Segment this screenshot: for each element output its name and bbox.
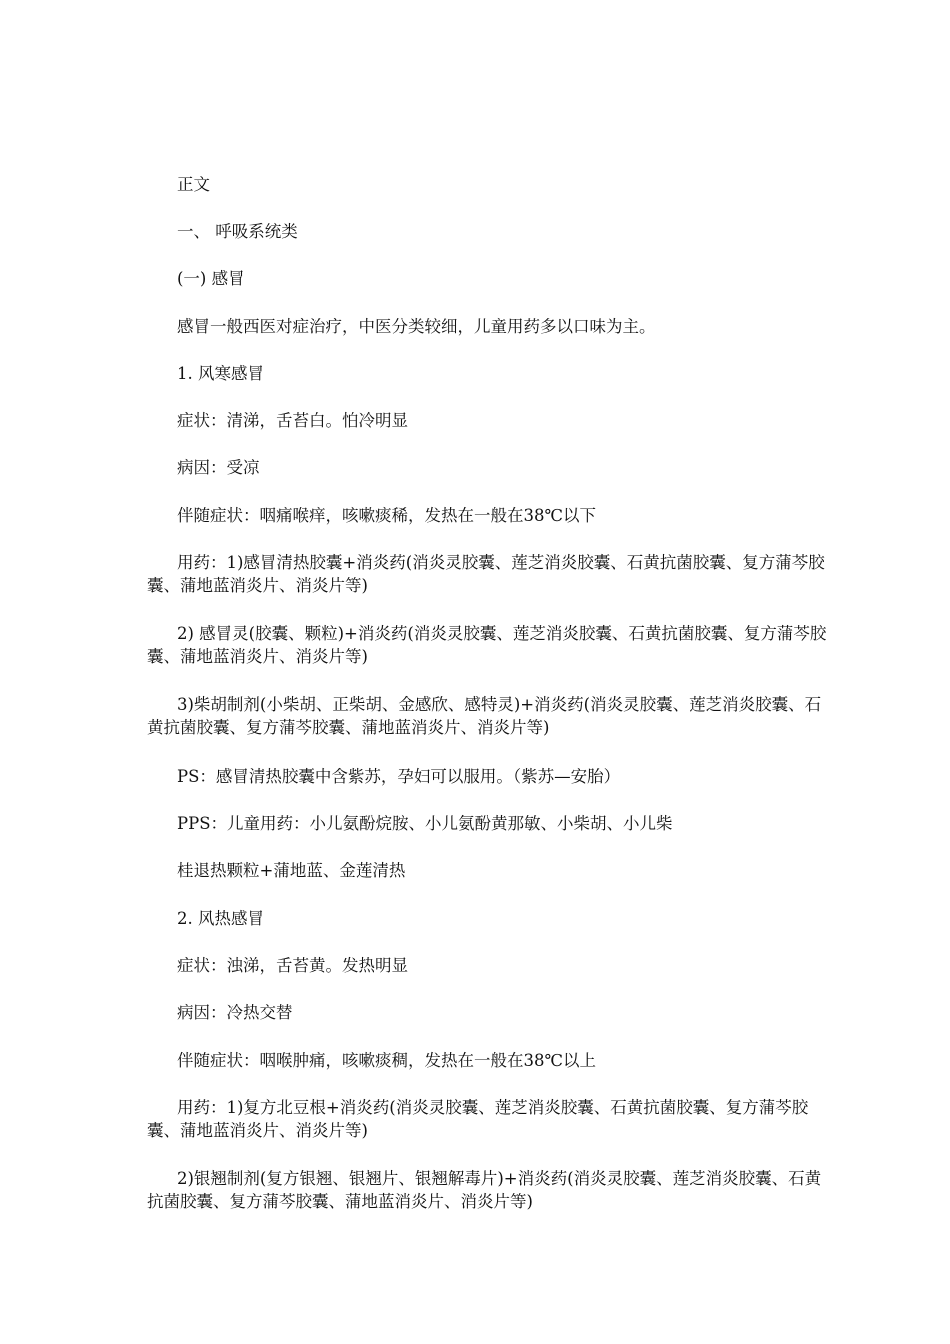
medication-paragraph: 2) 感冒灵(胶囊、颗粒)+消炎药(消炎灵胶囊、莲芝消炎胶囊、石黄抗菌胶囊、复方蒲芩胶囊、蒲地蓝消炎片、消炎片等): [147, 624, 827, 666]
note-paragraph: PPS：儿童用药：小儿氨酚烷胺、小儿氨酚黄那敏、小柴胡、小儿柴: [177, 814, 673, 833]
item-heading: 1. 风寒感冒: [177, 364, 264, 383]
accompanying-symptom-line: 伴随症状：咽痛喉痒，咳嗽痰稀，发热在一般在38℃以下: [177, 506, 596, 525]
item-heading: 2. 风热感冒: [177, 909, 264, 928]
medication-paragraph: 2)银翘制剂(复方银翘、银翘片、银翘解毒片)+消炎药(消炎灵胶囊、莲芝消炎胶囊、石黄抗菌胶囊、复方蒲芩胶囊、蒲地蓝消炎片、消炎片等): [147, 1169, 822, 1211]
chapter-heading: 一、 呼吸系统类: [177, 222, 298, 241]
subsection-heading: (一) 感冒: [177, 269, 245, 288]
medication-paragraph: 3)柴胡制剂(小柴胡、正柴胡、金感欣、感特灵)+消炎药(消炎灵胶囊、莲芝消炎胶囊、石黄抗菌胶囊、复方蒲芩胶囊、蒲地蓝消炎片、消炎片等): [147, 695, 822, 737]
section-heading-main: 正文: [177, 175, 210, 194]
medication-paragraph: 用药：1)感冒清热胶囊+消炎药(消炎灵胶囊、莲芝消炎胶囊、石黄抗菌胶囊、复方蒲芩胶囊、蒲地蓝消炎片、消炎片等): [147, 553, 825, 595]
cause-line: 病因：受凉: [177, 458, 260, 477]
note-paragraph: PS：感冒清热胶囊中含紫苏，孕妇可以服用。（紫苏—安胎）: [177, 767, 621, 786]
symptom-line: 症状：浊涕，舌苔黄。发热明显: [177, 956, 408, 975]
note-continuation: 桂退热颗粒+蒲地蓝、金莲清热: [177, 861, 406, 880]
medication-paragraph: 用药：1)复方北豆根+消炎药(消炎灵胶囊、莲芝消炎胶囊、石黄抗菌胶囊、复方蒲芩胶囊、蒲地蓝消炎片、消炎片等): [147, 1098, 809, 1140]
cause-line: 病因：冷热交替: [177, 1003, 293, 1022]
accompanying-symptom-line: 伴随症状：咽喉肿痛，咳嗽痰稠，发热在一般在38℃以上: [177, 1051, 596, 1070]
intro-paragraph: 感冒一般西医对症治疗，中医分类较细，儿童用药多以口味为主。: [177, 317, 656, 336]
symptom-line: 症状：清涕，舌苔白。怕冷明显: [177, 411, 408, 430]
